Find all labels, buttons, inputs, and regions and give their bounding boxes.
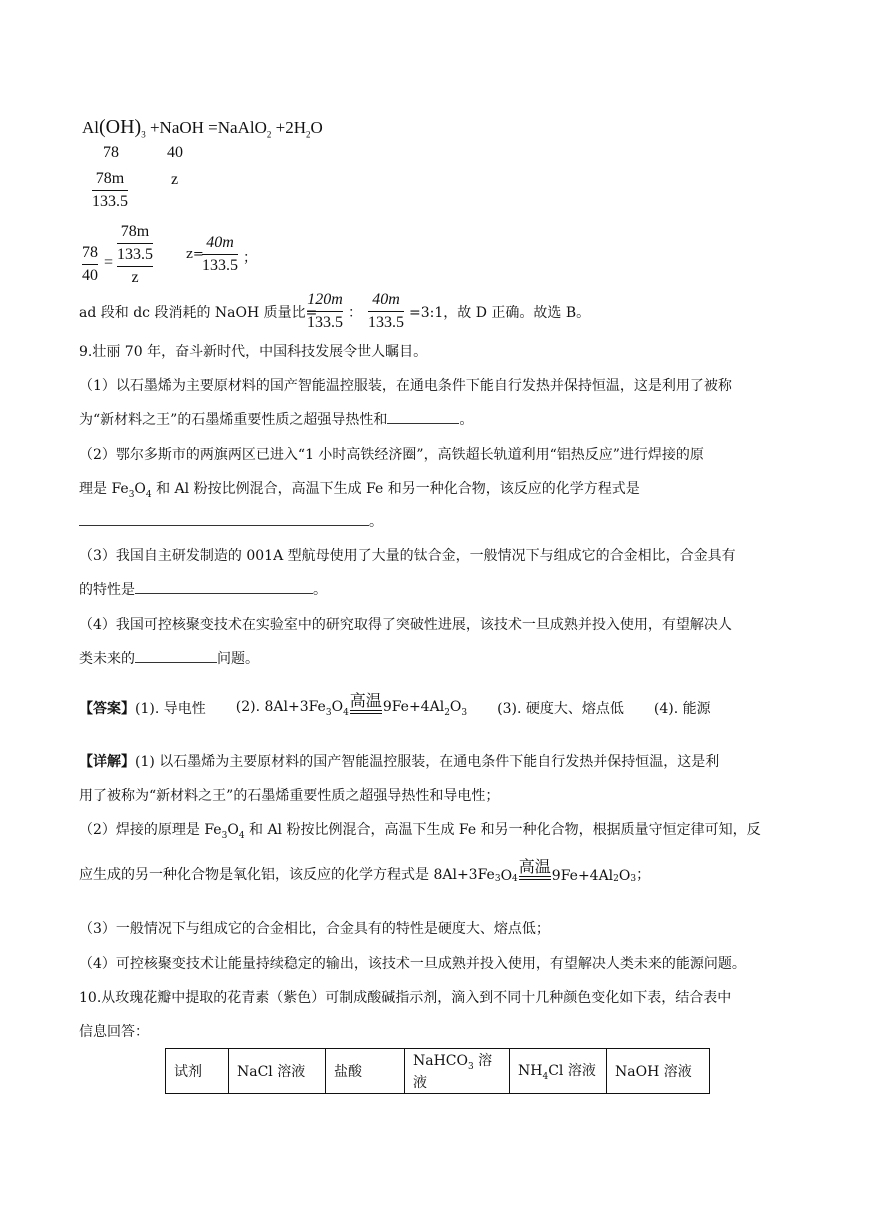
frac-num: 40m <box>206 234 234 251</box>
colon: ： <box>348 305 362 321</box>
text: (1) 以石墨烯为主要原材料的国产智能温控服装，在通电条件下能自行发热并保持恒温，这是利 <box>135 754 720 770</box>
ad-ratio-suffix: =3:1，故 D 正确。故选 B。 <box>409 305 591 321</box>
eq-o: O <box>310 118 323 137</box>
text: 。 <box>313 582 327 598</box>
fraction-40m-b <box>368 290 404 333</box>
table-cell: 盐酸 <box>326 1049 405 1094</box>
eq-rest: +2H <box>271 118 306 137</box>
q9-p3-line2 <box>79 579 327 599</box>
detail-label: 【详解】 <box>79 754 135 770</box>
text: 。 <box>459 412 474 428</box>
q9-title: 9.壮丽 70 年，奋斗新时代，中国科技发展令世人瞩目。 <box>79 344 428 360</box>
subscript: 3 <box>461 708 468 718</box>
table-cell: NaCl 溶液 <box>229 1049 326 1094</box>
detail-line2: 用了被称为“新材料之王”的石墨烯重要性质之超强导热性和导电性； <box>79 788 500 804</box>
text: 和 Al 粉按比例混合，高温下生成 Fe 和另一种化合物，根据质量守恒定律可知，反 <box>244 822 761 838</box>
text: O <box>500 868 513 884</box>
reagent-table <box>165 1048 710 1094</box>
text: NaHCO <box>413 1053 468 1070</box>
z-equals: z= <box>186 247 204 262</box>
detail-line6: （4）可控核聚变技术让能量持续稳定的输出，该技术一旦成熟并投入使用，有望解决人类未来的能源问题。 <box>79 956 746 972</box>
q9-p1-line1: （1）以石墨烯为主要原材料的国产智能温控服装，在通电条件下能自行发热并保持恒温，这是利用了被称 <box>79 378 732 394</box>
table-row <box>166 1049 710 1094</box>
var-z: z <box>171 171 179 188</box>
subscript: 4 <box>542 1071 549 1082</box>
subscript: 3 <box>468 1061 474 1072</box>
table-cell <box>405 1049 510 1094</box>
subscript: 4 <box>512 874 518 884</box>
q9-p2-line2 <box>79 478 640 500</box>
answer-label: 【答案】 <box>79 701 135 717</box>
answer-3: (3). 硬度大、熔点低 <box>497 701 624 717</box>
fraction-120m <box>307 290 343 333</box>
subscript: 2 <box>613 874 619 884</box>
text: 和 Al 粉按比例混合，高温下生成 Fe 和另一种化合物，该反应的化学方程式是 <box>151 481 640 497</box>
q10-line1: 10.从玫瑰花瓣中提取的花青素（紫色）可制成酸碱指示剂，滴入到不同十几种颜色变化如下表，结合表中 <box>79 990 732 1006</box>
text: O <box>134 481 146 497</box>
table-cell: NaOH 溶液 <box>607 1049 710 1094</box>
text: 为“新材料之王”的石墨烯重要性质之超强导热性和 <box>79 412 388 428</box>
text: 应生成的另一种化合物是氧化铝，该反应的化学方程式是 8Al+3Fe <box>79 867 495 883</box>
frac-den: 133.5 <box>307 314 343 331</box>
fraction-78m <box>92 169 128 212</box>
detail-line3 <box>79 819 761 841</box>
subscript: 4 <box>343 708 349 718</box>
text: O <box>331 699 344 716</box>
ad-ratio-prefix: ad 段和 dc 段消耗的 NaOH 质量比= <box>79 305 318 321</box>
text: ； <box>636 867 651 883</box>
text: O <box>449 699 462 716</box>
fraction-78-40 <box>82 243 98 286</box>
q9-p1-line2 <box>79 409 473 429</box>
answer-blank[interactable] <box>135 648 217 663</box>
frac-den: z <box>131 269 139 286</box>
text: 类未来的 <box>79 651 135 667</box>
subscript: 2 <box>444 708 450 718</box>
detail-line5: （3）一般情况下与组成它的合金相比，合金具有的特性是硬度大、熔点低； <box>79 921 550 937</box>
q10-line2: 信息回答： <box>79 1024 149 1040</box>
answer-4: (4). 能源 <box>653 701 711 717</box>
condition-label: 高温 <box>349 691 382 710</box>
text: (2). 8Al+3Fe <box>235 699 326 716</box>
semicolon: ； <box>243 250 257 266</box>
condition-label: 高温 <box>518 857 551 876</box>
answer-blank[interactable] <box>135 579 313 594</box>
answer-blank[interactable] <box>79 511 369 526</box>
text: Cl 溶液 <box>548 1063 596 1080</box>
q9-p4-line1: （4）我国可控核聚变技术在实验室中的研究取得了突破性进展，该技术一旦成熟并投入使用，有望解决人 <box>79 617 732 633</box>
text: 问题。 <box>217 651 259 667</box>
text: 溶液 <box>413 1053 493 1091</box>
text: NH <box>518 1063 543 1080</box>
text: 理是 Fe <box>79 481 129 497</box>
text: O <box>618 868 631 884</box>
subscript: 3 <box>630 874 637 884</box>
frac-num: 78 <box>82 244 98 261</box>
text: 9Fe+4Al <box>382 699 445 716</box>
reaction-condition <box>519 858 551 884</box>
eq-oh: (OH) <box>99 116 142 138</box>
frac-mid: 133.5 <box>117 246 153 263</box>
eq-rest: +NaOH =NaAlO <box>145 118 267 137</box>
subscript: 3 <box>494 874 501 884</box>
frac-den: 40 <box>82 267 98 284</box>
text: O <box>227 822 239 838</box>
table-cell: 试剂 <box>166 1049 229 1094</box>
subscript: 3 <box>325 708 332 718</box>
frac-num: 78m <box>120 223 150 240</box>
answer-line <box>79 684 711 718</box>
answer-1: (1). 导电性 <box>135 701 206 717</box>
mass-40: 40 <box>167 144 183 161</box>
text: 9Fe+4Al <box>551 868 614 884</box>
fraction-40m <box>202 233 238 276</box>
subscript: 4 <box>238 830 245 841</box>
eq-sub: 2 <box>306 129 311 140</box>
q9-p2-line3 <box>79 511 383 531</box>
frac-num: 40m <box>372 291 400 308</box>
equals: = <box>104 254 114 271</box>
answer-2 <box>236 692 467 718</box>
q9-p2-line1: （2）鄂尔多斯市的两旗两区已进入“1 小时高铁经济圈”，高铁超长轨道利用“铝热反应”进行焊接的原 <box>79 447 704 463</box>
eq-sub: 3 <box>141 129 146 140</box>
text: （2）焊接的原理是 Fe <box>79 822 222 838</box>
subscript: 4 <box>145 489 152 500</box>
subscript: 3 <box>128 489 135 500</box>
text: 。 <box>369 514 383 530</box>
frac-num: 78m <box>95 170 125 187</box>
frac-den: 133.5 <box>202 257 238 274</box>
answer-blank[interactable] <box>387 409 459 424</box>
subscript: 3 <box>221 830 228 841</box>
eq-sub: 2 <box>266 129 272 140</box>
chem-equation <box>82 116 323 139</box>
frac-num: 120m <box>307 291 343 308</box>
text: 的特性是 <box>79 582 135 598</box>
frac-den: 133.5 <box>92 193 128 210</box>
eq-al: Al <box>82 118 99 137</box>
q9-p3-line1: （3）我国自主研发制造的 001A 型航母使用了大量的钛合金，一般情况下与组成它的合金相比，合金具有 <box>79 548 736 564</box>
table-cell <box>510 1049 607 1094</box>
mass-78: 78 <box>103 144 119 161</box>
frac-den: 133.5 <box>368 314 404 331</box>
reaction-condition <box>350 692 382 718</box>
q9-p4-line2 <box>79 648 259 668</box>
fraction-complex <box>117 222 153 288</box>
detail-line4 <box>79 850 650 884</box>
detail-line1 <box>79 751 719 771</box>
